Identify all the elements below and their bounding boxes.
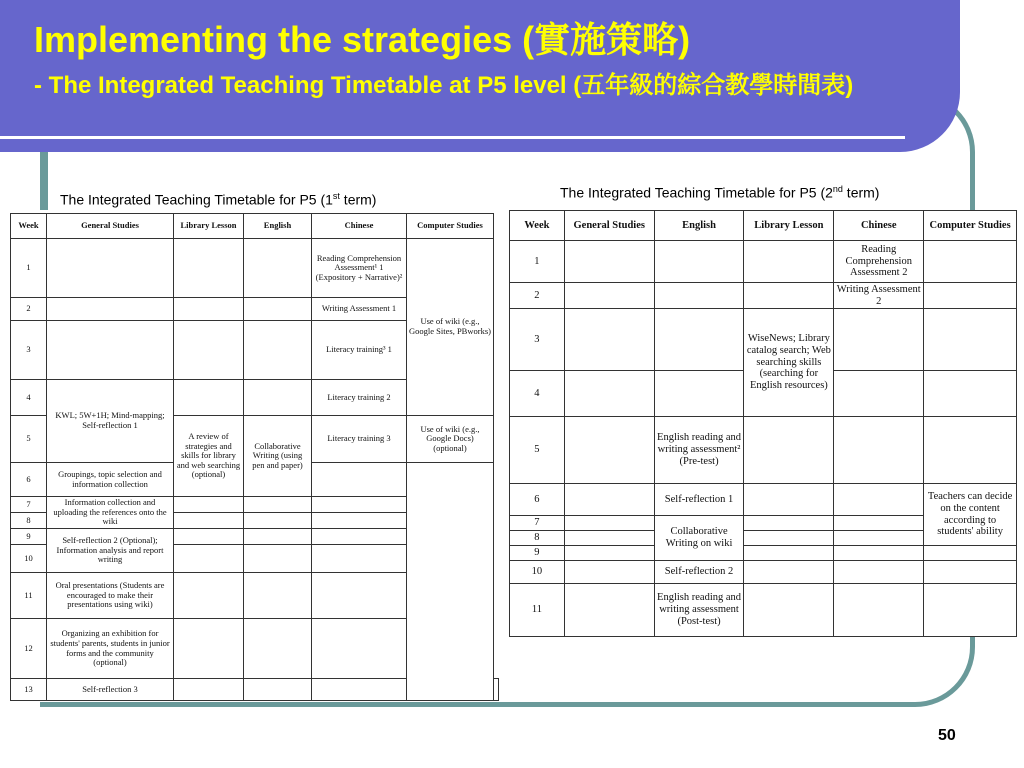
- empty-cell: [174, 679, 244, 701]
- page-number: 50: [938, 727, 956, 744]
- empty-cell: [244, 497, 312, 513]
- gs-week13: Self-reflection 3: [47, 679, 174, 701]
- week-cell: 11: [510, 584, 565, 637]
- empty-cell: [312, 463, 407, 497]
- empty-cell: [312, 513, 407, 529]
- chinese-week1: Reading Comprehension Assessment¹ 1 (Expository + Narrative)²: [312, 239, 407, 298]
- week-cell: 3: [510, 309, 565, 371]
- gs-week12: Organizing an exhibition for students' parents, students in junior forms and the community (optional): [47, 619, 174, 679]
- banner-divider: [0, 136, 905, 139]
- week-cell: 9: [11, 529, 47, 545]
- empty-cell: [924, 417, 1017, 484]
- chinese-week2: Writing Assessment 1: [312, 298, 407, 321]
- empty-cell: [244, 529, 312, 545]
- empty-cell: [834, 484, 924, 516]
- week-cell: 3: [11, 321, 47, 380]
- empty-cell: [744, 484, 834, 516]
- empty-cell: [834, 561, 924, 584]
- empty-cell: [312, 679, 407, 701]
- empty-cell: [744, 417, 834, 484]
- empty-cell: [834, 584, 924, 637]
- empty-cell: [924, 241, 1017, 283]
- header-english: English: [654, 211, 744, 241]
- header-general-studies: General Studies: [47, 214, 174, 239]
- computer-week1-4: Use of wiki (e.g., Google Sites, PBworks): [407, 239, 494, 416]
- empty-cell: [244, 298, 312, 321]
- gs-week11: Oral presentations (Students are encouraged to make their presentations using wiki): [47, 573, 174, 619]
- empty-cell: [174, 619, 244, 679]
- week-cell: 6: [11, 463, 47, 497]
- timetable-term1: [10, 213, 499, 701]
- chinese-week4: Literacy training 2: [312, 380, 407, 416]
- empty-cell: [312, 529, 407, 545]
- empty-cell: [47, 321, 174, 380]
- timetable2-caption: The Integrated Teaching Timetable for P5 (2nd term): [560, 184, 880, 201]
- empty-cell: [834, 546, 924, 561]
- empty-cell: [834, 531, 924, 546]
- empty-cell: [924, 283, 1017, 309]
- slide-subtitle: - The Integrated Teaching Timetable at P5 level (五年級的綜合教學時間表): [34, 72, 854, 99]
- header-english: English: [244, 214, 312, 239]
- chinese-week2: Writing Assessment 2: [834, 283, 924, 309]
- week-cell: 2: [11, 298, 47, 321]
- week-cell: 4: [510, 371, 565, 417]
- week-cell: 7: [11, 497, 47, 513]
- empty-cell: [834, 417, 924, 484]
- week-cell: 5: [11, 416, 47, 463]
- header-chinese: Chinese: [834, 211, 924, 241]
- empty-cell: [564, 484, 654, 516]
- week-cell: 2: [510, 283, 565, 309]
- empty-cell: [564, 241, 654, 283]
- empty-cell: [744, 531, 834, 546]
- english-week11: English reading and writing assessment (Post-test): [654, 584, 744, 637]
- week-cell: 5: [510, 417, 565, 484]
- empty-cell: [924, 561, 1017, 584]
- empty-cell: [924, 309, 1017, 371]
- empty-cell: [47, 239, 174, 298]
- empty-cell: [654, 371, 744, 417]
- library-week3-4: WiseNews; Library catalog search; Web searching skills (searching for English resources): [744, 309, 834, 417]
- empty-cell: [564, 371, 654, 417]
- empty-cell: [924, 584, 1017, 637]
- empty-cell: [834, 371, 924, 417]
- empty-cell: [564, 584, 654, 637]
- gs-week4-5: KWL; 5W+1H; Mind-mapping; Self-reflection 1: [47, 380, 174, 463]
- empty-cell: [312, 619, 407, 679]
- empty-cell: [174, 497, 244, 513]
- library-week5-6: A review of strategies and skills for library and web searching (optional): [174, 416, 244, 497]
- empty-cell: [244, 321, 312, 380]
- header-computer-studies: Computer Studies: [924, 211, 1017, 241]
- slide-frame-left-bar: [40, 150, 48, 210]
- empty-cell: [744, 516, 834, 531]
- gs-week9-10: Self-reflection 2 (Optional); Information analysis and report writing: [47, 529, 174, 573]
- header-library-lesson: Library Lesson: [744, 211, 834, 241]
- empty-cell: [174, 545, 244, 573]
- slide-title: Implementing the strategies (實施策略): [34, 19, 691, 60]
- english-week5-6: Collaborative Writing (using pen and paper): [244, 416, 312, 497]
- empty-cell: [244, 513, 312, 529]
- empty-cell: [834, 516, 924, 531]
- empty-cell: [744, 561, 834, 584]
- week-cell: 4: [11, 380, 47, 416]
- week-cell: 1: [510, 241, 565, 283]
- empty-cell: [564, 561, 654, 584]
- empty-cell: [564, 546, 654, 561]
- english-week10: Self-reflection 2: [654, 561, 744, 584]
- empty-cell: [744, 546, 834, 561]
- header-chinese: Chinese: [312, 214, 407, 239]
- week-cell: 13: [11, 679, 47, 701]
- empty-cell: [564, 309, 654, 371]
- empty-cell: [744, 584, 834, 637]
- english-week6: Self-reflection 1: [654, 484, 744, 516]
- empty-cell: [654, 283, 744, 309]
- empty-cell: [834, 309, 924, 371]
- week-cell: 10: [510, 561, 565, 584]
- empty-cell: [312, 545, 407, 573]
- chinese-week1: Reading Comprehension Assessment 2: [834, 241, 924, 283]
- computer-week6-8: Teachers can decide on the content according to students' ability: [924, 484, 1017, 546]
- week-cell: 10: [11, 545, 47, 573]
- week-cell: 7: [510, 516, 565, 531]
- empty-cell: [174, 298, 244, 321]
- empty-cell: [174, 573, 244, 619]
- empty-cell: [244, 619, 312, 679]
- week-cell: 8: [510, 531, 565, 546]
- chinese-week5: Literacy training 3: [312, 416, 407, 463]
- empty-cell: [564, 283, 654, 309]
- empty-cell: [564, 516, 654, 531]
- empty-cell: [564, 531, 654, 546]
- empty-cell: [244, 573, 312, 619]
- english-week5: English reading and writing assessment² (Pre-test): [654, 417, 744, 484]
- empty-cell: [924, 371, 1017, 417]
- computer-week5: Use of wiki (e.g., Google Docs) (optional): [407, 416, 494, 463]
- empty-cell: [654, 309, 744, 371]
- empty-cell: [494, 679, 499, 701]
- header-week: Week: [510, 211, 565, 241]
- empty-cell: [312, 497, 407, 513]
- week-cell: 6: [510, 484, 565, 516]
- empty-cell: [174, 529, 244, 545]
- header-week: Week: [11, 214, 47, 239]
- empty-cell: [174, 380, 244, 416]
- week-cell: 1: [11, 239, 47, 298]
- gs-week7-8: Information collection and uploading the references onto the wiki: [47, 497, 174, 529]
- empty-cell: [174, 239, 244, 298]
- empty-cell: [744, 283, 834, 309]
- empty-cell: [312, 573, 407, 619]
- gs-week6: Groupings, topic selection and information collection: [47, 463, 174, 497]
- empty-cell: [174, 513, 244, 529]
- header-general-studies: General Studies: [564, 211, 654, 241]
- timetable1-caption: The Integrated Teaching Timetable for P5 (1st term): [60, 191, 377, 208]
- empty-cell: [924, 546, 1017, 561]
- header-library-lesson: Library Lesson: [174, 214, 244, 239]
- empty-cell: [244, 545, 312, 573]
- week-cell: 11: [11, 573, 47, 619]
- header-computer-studies: Computer Studies: [407, 214, 494, 239]
- empty-cell: [244, 380, 312, 416]
- week-cell: 12: [11, 619, 47, 679]
- timetable-term2: [509, 210, 1017, 637]
- empty-cell: [47, 298, 174, 321]
- empty-cell: [244, 239, 312, 298]
- empty-cell: [744, 241, 834, 283]
- week-cell: 9: [510, 546, 565, 561]
- chinese-week3: Literacy training³ 1: [312, 321, 407, 380]
- empty-cell: [174, 321, 244, 380]
- empty-cell: [244, 679, 312, 701]
- empty-cell: [654, 241, 744, 283]
- empty-cell: [564, 417, 654, 484]
- empty-cell: [407, 463, 494, 701]
- week-cell: 8: [11, 513, 47, 529]
- english-week7-9: Collaborative Writing on wiki: [654, 516, 744, 561]
